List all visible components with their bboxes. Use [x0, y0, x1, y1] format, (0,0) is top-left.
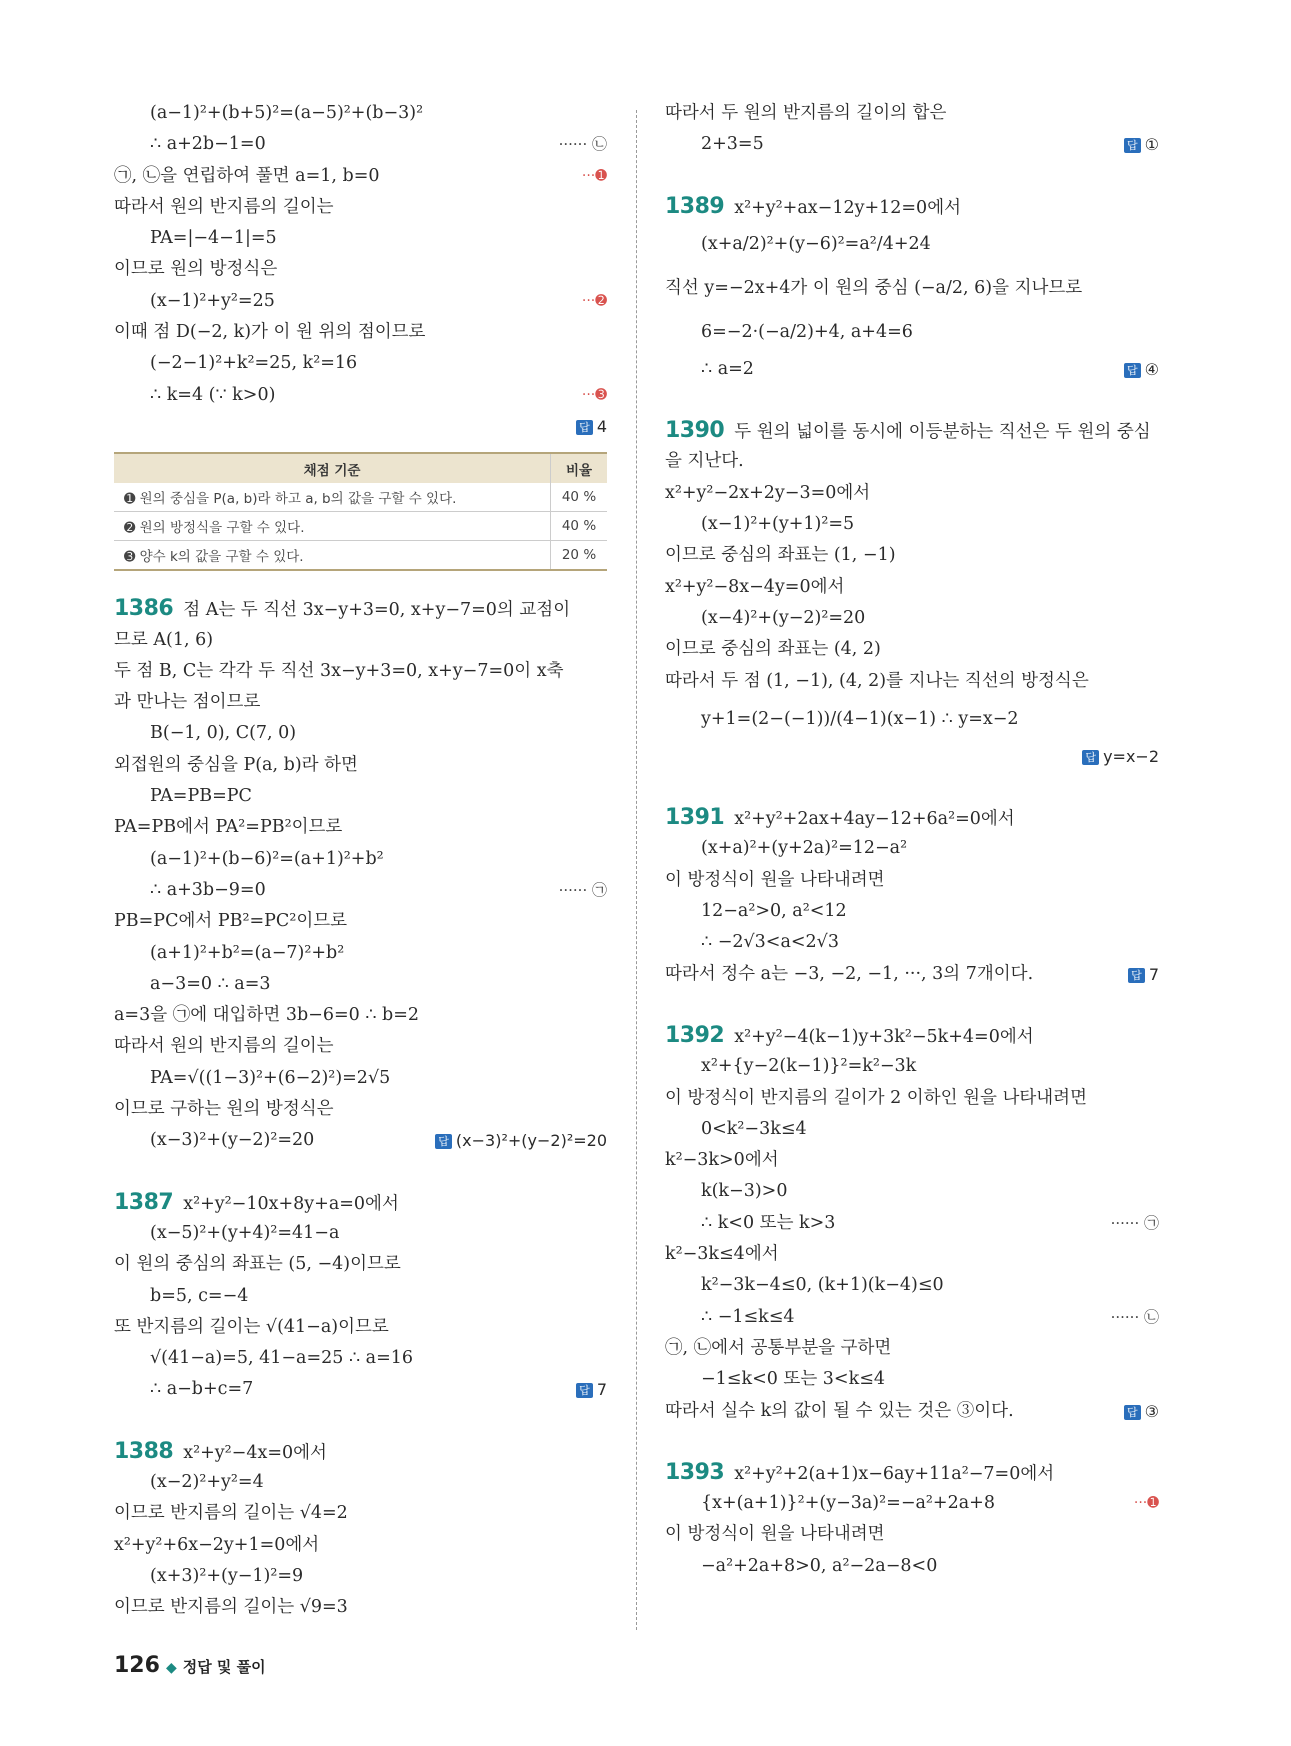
answer-badge-icon: 답: [1128, 968, 1145, 983]
text-line: [114, 286, 607, 317]
scoring-header-ratio: 비율: [551, 453, 608, 483]
text-line: [665, 1270, 1159, 1301]
text-line: [114, 1000, 607, 1031]
line-text: 12−a²>0, a²<12: [701, 901, 847, 922]
scoring-criterion: ➊ 원의 중심을 P(a, b)라 하고 a, b의 값을 구할 수 있다.: [114, 483, 551, 512]
problem-number: 1390: [665, 418, 725, 444]
text-line: [665, 741, 1159, 772]
text-line: [665, 1364, 1159, 1395]
text-line: [114, 593, 607, 624]
line-text: (x−2)²+y²=4: [150, 1471, 264, 1492]
page-number: 126: [114, 1653, 160, 1678]
text-line: [114, 687, 607, 718]
text-line: [114, 906, 607, 937]
line-text: (x−4)²+(y−2)²=20: [701, 607, 866, 628]
section-gap: [114, 1406, 607, 1436]
text-line: [114, 98, 607, 129]
text-line: [114, 812, 607, 843]
answer-mark: [1124, 129, 1159, 160]
text-line: [665, 927, 1159, 958]
line-text: x²+y²+6x−2y+1=0에서: [114, 1534, 320, 1555]
line-text: x²+y²−4(k−1)y+3k²−5k+4=0에서: [734, 1026, 1034, 1047]
line-text: ∴ k<0 또는 k>3: [701, 1212, 836, 1233]
line-text: 이 원의 중심의 좌표는 (5, −4)이므로: [114, 1254, 401, 1275]
text-line: [114, 844, 607, 875]
text-line: [665, 603, 1159, 634]
text-line: [114, 1467, 607, 1498]
text-line: [665, 865, 1159, 896]
line-text: 따라서 정수 a는 −3, −2, −1, ···, 3의 7개이다.: [665, 963, 1034, 984]
line-text: x²+y²−10x+8y+a=0에서: [183, 1193, 399, 1214]
text-line: [665, 1051, 1159, 1082]
line-text: (−2−1)²+k²=25, k²=16: [150, 353, 358, 374]
line-text: (x−5)²+(y+4)²=41−a: [150, 1222, 340, 1243]
line-text: x²+y²+2ax+4ay−12+6a²=0에서: [734, 809, 1015, 830]
section-gap: [665, 385, 1159, 415]
text-line: [114, 380, 607, 411]
text-line: [665, 222, 1159, 266]
text-line: [665, 833, 1159, 864]
line-text: k(k−3)>0: [701, 1181, 788, 1202]
problem-number: 1387: [114, 1189, 174, 1215]
text-line: [665, 896, 1159, 927]
text-line: [665, 1020, 1159, 1051]
text-line: [665, 1176, 1159, 1207]
text-line: [665, 1551, 1159, 1582]
problem-number: 1389: [665, 193, 725, 219]
line-text: x²+y²−4x=0에서: [183, 1442, 327, 1463]
problem-number: 1393: [665, 1459, 725, 1485]
column-divider: [636, 110, 637, 1630]
line-text: 외접원의 중심을 P(a, b)라 하면: [114, 754, 358, 775]
text-line: [665, 509, 1159, 540]
line-text: 두 원의 넓이를 동시에 이등분하는 직선은 두 원의 중심: [734, 422, 1151, 443]
text-line: [114, 969, 607, 1000]
line-text: (x+a/2)²+(y−6)²=a²/4+24: [701, 233, 931, 254]
scoring-criterion: ➋ 원의 방정식을 구할 수 있다.: [114, 512, 551, 541]
answer-value: ①: [1144, 135, 1159, 155]
line-text: −1≤k<0 또는 3<k≤4: [701, 1369, 885, 1390]
text-line: [114, 192, 607, 223]
scoring-step-marker: ···➌: [581, 386, 607, 403]
line-text: (a−1)²+(b−6)²=(a+1)²+b²: [150, 848, 384, 869]
text-line: [665, 354, 1159, 385]
line-text: ∴ −2√3<a<2√3: [701, 932, 839, 953]
text-line: [665, 129, 1159, 160]
text-line: [665, 478, 1159, 509]
text-line: [114, 1592, 607, 1623]
text-line: [114, 1312, 607, 1343]
text-line: [114, 317, 607, 348]
line-text: {x+(a+1)}²+(y−3a)²=−a²+2a+8: [701, 1493, 995, 1514]
text-line: [665, 959, 1159, 990]
text-line: [114, 223, 607, 254]
text-line: [665, 1333, 1159, 1364]
line-text: 또 반지름의 길이는 √(41−a)이므로: [114, 1316, 389, 1337]
page-footer: [114, 1653, 266, 1678]
answer-badge-icon: 답: [1124, 138, 1141, 153]
text-line: [114, 1436, 607, 1467]
answer-badge-icon: 답: [576, 420, 593, 435]
line-text: 이 방정식이 원을 나타내려면: [665, 869, 885, 890]
answer-value: ④: [1144, 359, 1159, 379]
line-text: x²+y²+ax−12y+12=0에서: [734, 197, 962, 218]
text-line: [114, 1530, 607, 1561]
answer-mark: [1124, 1396, 1159, 1427]
line-text: PA=PB=PC: [150, 786, 252, 807]
diamond-icon: ◆: [165, 1660, 177, 1676]
line-text: 따라서 실수 k의 값이 될 수 있는 것은 ③이다.: [665, 1400, 1014, 1421]
line-text: PA=√((1−3)²+(6−2)²)=2√5: [150, 1067, 391, 1088]
scoring-percent: 40 %: [551, 483, 608, 512]
line-text: 이므로 구하는 원의 방정식은: [114, 1099, 334, 1120]
text-line: [665, 266, 1159, 310]
line-text: −a²+2a+8>0, a²−2a−8<0: [701, 1555, 938, 1576]
line-text: ∴ a−b+c=7: [150, 1379, 254, 1400]
line-text: (a+1)²+b²=(a−7)²+b²: [150, 942, 345, 963]
line-text: 따라서 원의 반지름의 길이는: [114, 1036, 334, 1057]
text-line: [114, 1561, 607, 1592]
line-text: ∴ a+3b−9=0: [150, 879, 266, 900]
answer-badge-icon: 답: [1124, 1405, 1141, 1420]
answer-mark: [1082, 741, 1159, 772]
line-text: x²+{y−2(k−1)}²=k²−3k: [701, 1056, 917, 1077]
answer-mark: [576, 411, 607, 442]
line-text: B(−1, 0), C(7, 0): [150, 723, 297, 744]
answer-badge-icon: 답: [1124, 363, 1141, 378]
line-text: 두 점 B, C는 각각 두 직선 3x−y+3=0, x+y−7=0이 x축: [114, 660, 564, 681]
text-line: [114, 161, 607, 192]
line-text: (a−1)²+(b+5)²=(a−5)²+(b−3)²: [150, 103, 424, 123]
text-line: [114, 875, 607, 906]
text-line: [114, 129, 607, 160]
text-line: [665, 1457, 1159, 1488]
answer-mark: [576, 1374, 607, 1405]
section-gap: [665, 990, 1159, 1020]
text-line: [114, 1094, 607, 1125]
line-text: ㉠, ㉡을 연립하여 풀면 a=1, b=0: [114, 165, 380, 186]
line-text: 따라서 원의 반지름의 길이는: [114, 196, 334, 217]
problem-number: 1391: [665, 805, 725, 831]
line-text: y+1=(2−(−1))/(4−1)(x−1) ∴ y=x−2: [701, 708, 1019, 729]
scoring-row: [114, 512, 607, 541]
problem-number: 1392: [665, 1022, 725, 1048]
text-line: [114, 781, 607, 812]
text-line: [114, 656, 607, 687]
section-gap: [665, 772, 1159, 802]
problem-number: 1388: [114, 1438, 174, 1464]
line-text: 따라서 두 원의 반지름의 길이의 합은: [665, 103, 947, 123]
text-line: [114, 938, 607, 969]
text-line: [665, 1208, 1159, 1239]
line-text: k²−3k≤4에서: [665, 1244, 779, 1265]
text-line: [114, 1187, 607, 1218]
line-text: 직선 y=−2x+4가 이 원의 중심 (−a/2, 6)을 지나므로: [665, 277, 1083, 298]
text-line: [665, 1519, 1159, 1550]
scoring-percent: 20 %: [551, 541, 608, 571]
section-gap: [114, 1157, 607, 1187]
line-text: ∴ −1≤k≤4: [701, 1306, 795, 1327]
text-line: [114, 1498, 607, 1529]
line-text: 2+3=5: [701, 134, 764, 155]
scoring-row: [114, 541, 607, 571]
text-line: [114, 348, 607, 379]
text-line: [665, 191, 1159, 222]
equation-reference-marker: ······ ㉠: [558, 880, 607, 899]
footer-label: 정답 및 풀이: [182, 1658, 266, 1676]
text-line: [665, 1083, 1159, 1114]
answer-badge-icon: 답: [435, 1134, 452, 1149]
text-line: [114, 1218, 607, 1249]
equation-reference-marker: ······ ㉡: [1110, 1307, 1159, 1326]
line-text: 이므로 원의 방정식은: [114, 259, 278, 280]
scoring-table: [114, 452, 607, 571]
text-line: [665, 310, 1159, 354]
scoring-header-criteria: 채점 기준: [114, 453, 551, 483]
scoring-criterion: ➌ 양수 k의 값을 구할 수 있다.: [114, 541, 551, 571]
line-text: ∴ a=2: [701, 358, 754, 379]
line-text: 이므로 반지름의 길이는 √4=2: [114, 1503, 348, 1524]
answer-badge-icon: 답: [576, 1383, 593, 1398]
answer-value: y=x−2: [1103, 746, 1159, 766]
text-line: [114, 254, 607, 285]
line-text: 과 만나는 점이므로: [114, 692, 261, 713]
section-gap: [665, 161, 1159, 191]
line-text: b=5, c=−4: [150, 1285, 249, 1306]
line-text: PA=|−4−1|=5: [150, 228, 277, 249]
text-line: [665, 1396, 1159, 1427]
line-text: x²+y²−2x+2y−3=0에서: [665, 482, 871, 503]
text-line: [665, 572, 1159, 603]
line-text: x²+y²−8x−4y=0에서: [665, 576, 845, 597]
line-text: √(41−a)=5, 41−a=25 ∴ a=16: [150, 1348, 414, 1369]
problem-number: 1386: [114, 596, 174, 622]
text-line: [114, 1063, 607, 1094]
text-line: [665, 634, 1159, 665]
equation-reference-marker: ······ ㉠: [1110, 1213, 1159, 1232]
line-text: 이므로 중심의 좌표는 (1, −1): [665, 545, 896, 566]
answer-value: 4: [596, 416, 607, 436]
answer-mark: [1128, 959, 1159, 990]
line-text: (x−1)²+(y+1)²=5: [701, 514, 855, 535]
text-line: [665, 802, 1159, 833]
line-text: k²−3k−4≤0, (k+1)(k−4)≤0: [701, 1275, 944, 1296]
line-text: k²−3k>0에서: [665, 1150, 779, 1171]
line-text: 이므로 중심의 좌표는 (4, 2): [665, 639, 881, 660]
text-line: [114, 1281, 607, 1312]
text-line: [665, 1488, 1159, 1519]
text-line: [665, 697, 1159, 741]
text-line: [665, 1145, 1159, 1176]
scoring-row: [114, 483, 607, 512]
line-text: ∴ k=4 (∵ k>0): [150, 384, 276, 405]
answer-value: ③: [1144, 1401, 1159, 1421]
text-line: [665, 1239, 1159, 1270]
line-text: 점 A는 두 직선 3x−y+3=0, x+y−7=0의 교점이: [183, 600, 571, 621]
line-text: (x−1)²+y²=25: [150, 290, 275, 311]
text-line: [665, 1302, 1159, 1333]
text-line: [665, 415, 1159, 446]
text-line: [114, 1031, 607, 1062]
line-text: PB=PC에서 PB²=PC²이므로: [114, 911, 348, 932]
line-text: 이 방정식이 원을 나타내려면: [665, 1524, 885, 1545]
line-text: (x+a)²+(y+2a)²=12−a²: [701, 838, 908, 859]
text-line: [665, 446, 1159, 477]
line-text: 6=−2·(−a/2)+4, a+4=6: [701, 321, 913, 342]
scoring-step-marker: ···➋: [581, 292, 607, 309]
text-line: [114, 1343, 607, 1374]
answer-value: 7: [596, 1380, 607, 1400]
text-line: [114, 1249, 607, 1280]
line-text: 이때 점 D(−2, k)가 이 원 위의 점이므로: [114, 322, 426, 343]
text-line: [114, 718, 607, 749]
line-text: 을 지난다.: [665, 451, 744, 472]
answer-mark: [1124, 354, 1159, 385]
line-text: 따라서 두 점 (1, −1), (4, 2)를 지나는 직선의 방정식은: [665, 670, 1089, 691]
text-line: [114, 1125, 607, 1156]
line-text: 0<k²−3k≤4: [701, 1118, 807, 1139]
equation-reference-marker: ······ ㉡: [558, 135, 607, 154]
section-gap: [665, 1427, 1159, 1457]
answer-value: (x−3)²+(y−2)²=20: [455, 1131, 607, 1151]
text-line: [114, 411, 607, 442]
scoring-step-marker: ···➊: [1133, 1495, 1159, 1512]
line-text: 이므로 반지름의 길이는 √9=3: [114, 1597, 348, 1618]
text-line: [114, 625, 607, 656]
text-line: [665, 1114, 1159, 1145]
scoring-step-marker: ···➊: [581, 167, 607, 184]
answer-badge-icon: 답: [1082, 750, 1099, 765]
left-column: [114, 98, 607, 1623]
line-text: x²+y²+2(a+1)x−6ay+11a²−7=0에서: [734, 1463, 1055, 1484]
line-text: a=3을 ㉠에 대입하면 3b−6=0 ∴ b=2: [114, 1005, 420, 1026]
line-text: ∴ a+2b−1=0: [150, 134, 266, 155]
line-text: (x−3)²+(y−2)²=20: [150, 1130, 315, 1151]
answer-mark: [435, 1125, 607, 1156]
line-text: PA=PB에서 PA²=PB²이므로: [114, 817, 343, 838]
text-line: [114, 1374, 607, 1405]
right-column: [665, 98, 1159, 1582]
line-text: 이 방정식이 반지름의 길이가 2 이하인 원을 나타내려면: [665, 1087, 1087, 1108]
text-line: [114, 750, 607, 781]
line-text: a−3=0 ∴ a=3: [150, 973, 271, 994]
line-text: ㉠, ㉡에서 공통부분을 구하면: [665, 1337, 892, 1358]
answer-value: 7: [1148, 964, 1159, 984]
scoring-percent: 40 %: [551, 512, 608, 541]
line-text: 므로 A(1, 6): [114, 629, 214, 650]
text-line: [665, 98, 1159, 129]
text-line: [665, 666, 1159, 697]
text-line: [665, 540, 1159, 571]
line-text: (x+3)²+(y−1)²=9: [150, 1565, 304, 1586]
